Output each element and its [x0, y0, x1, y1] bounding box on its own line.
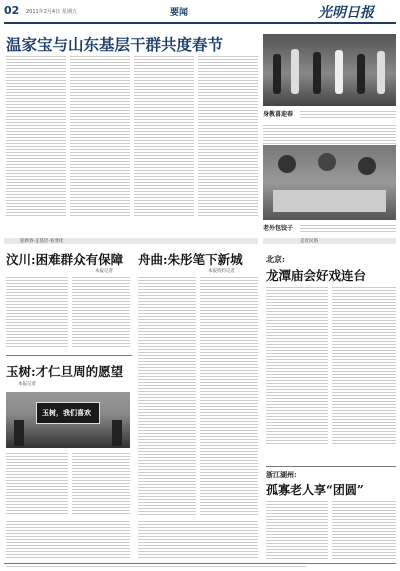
- zhejiang-top-rule: [266, 466, 396, 467]
- beijing-col-2: [332, 286, 396, 446]
- zhejiang-col-1: [266, 500, 328, 560]
- page-header: [0, 0, 400, 22]
- beijing-location: 北京:: [266, 254, 285, 264]
- section-band-left: 迎新春·走基层·看变化: [20, 239, 64, 244]
- photo-dancers-caption-text: [300, 110, 396, 120]
- wenchuan-col-2: [72, 276, 130, 348]
- footer-rule: [4, 563, 396, 564]
- zhouqu-col-1: [138, 276, 196, 516]
- page-date: 2011年2月4日: [26, 9, 61, 15]
- photo-dumplings-caption: 老外包饺子: [263, 225, 294, 232]
- yushu-byline: 本报记者: [18, 382, 36, 387]
- header-rule: [4, 22, 396, 24]
- yushu-headline: 玉树:才仁旦周的愿望: [6, 364, 124, 379]
- beijing-headline: 龙潭庙会好戏连台: [266, 268, 367, 283]
- section-band-right: 走近民俗: [300, 239, 318, 244]
- lead-story-col-3: [134, 55, 194, 218]
- footer-text: [6, 565, 306, 569]
- photo-dumplings-caption-text: [300, 224, 396, 234]
- zhouqu-byline: 本报特约记者: [208, 269, 235, 274]
- bottom-col-2: [138, 520, 258, 560]
- yushu-photo-caption: 玉树，我们喜欢: [42, 409, 91, 417]
- wenchuan-byline: 本报记者: [95, 269, 113, 274]
- page-weekday: 星期五: [62, 9, 78, 15]
- lead-story-col-1: [6, 55, 66, 218]
- beijing-col-1: [266, 286, 328, 446]
- band-rule-right: [263, 238, 396, 244]
- zhejiang-headline: 孤寡老人享“团圆”: [266, 483, 364, 497]
- zhejiang-location: 浙江湖州:: [266, 470, 297, 479]
- zhouqu-headline: 舟曲:朱彤笔下新城: [138, 252, 243, 267]
- yushu-col-2: [72, 452, 130, 516]
- yushu-top-rule: [6, 355, 132, 356]
- lead-headline: 温家宝与山东基层干群共度春节: [6, 35, 224, 54]
- section-title: 要闻: [170, 8, 189, 18]
- wenchuan-headline: 汶川:困难群众有保障: [6, 252, 124, 267]
- photo-dancers: [263, 34, 396, 106]
- zhouqu-col-2: [200, 276, 258, 516]
- photo-dumplings: [263, 145, 396, 220]
- lead-story-col-2: [70, 55, 130, 218]
- yushu-col-1: [6, 452, 68, 516]
- page-number: 02: [4, 4, 20, 17]
- photo-dancers-caption: 身教喜迎春: [263, 111, 294, 118]
- bottom-col-1: [6, 520, 130, 560]
- zhejiang-col-2: [332, 500, 396, 560]
- lead-story-col-4: [198, 55, 258, 218]
- wenchuan-col-1: [6, 276, 68, 348]
- yushu-photo: [6, 392, 130, 448]
- newspaper-masthead: 光明日报: [318, 5, 374, 21]
